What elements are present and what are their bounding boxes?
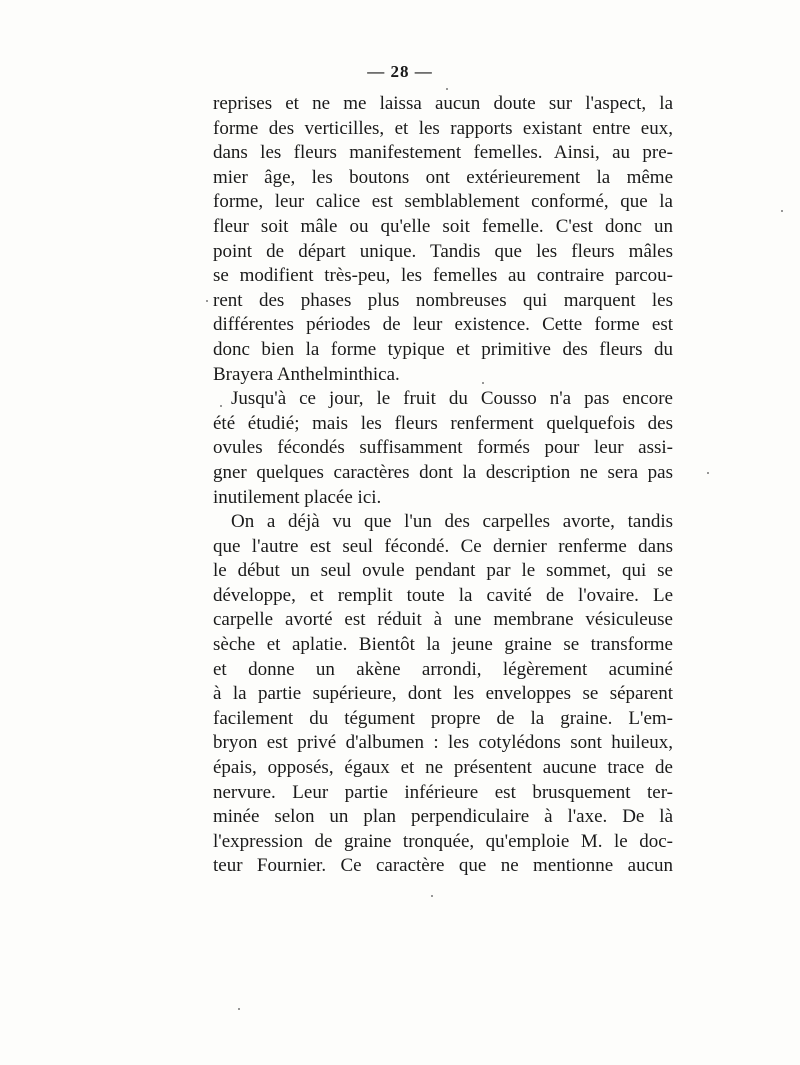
text-line: l'expression de graine tronquée, qu'emploie M. le doc-: [213, 830, 673, 852]
text-line: forme des verticilles, et les rapports existant entre eux,: [213, 117, 673, 139]
text-line: développe, et remplit toute la cavité de l'ovaire. Le: [213, 584, 673, 606]
text-line: mier âge, les boutons ont extérieurement la même: [213, 166, 673, 188]
text-line: teur Fournier. Ce caractère que ne mentionne aucun: [213, 855, 673, 877]
text-line: se modifient très-peu, les femelles au contraire parcou-: [213, 265, 673, 287]
paper-speck: [781, 210, 783, 212]
paper-speck: [238, 1008, 240, 1010]
paper-speck: [482, 382, 484, 384]
text-line: fleur soit mâle ou qu'elle soit femelle. C'est donc un: [213, 215, 673, 237]
text-line: à la partie supérieure, dont les enveloppes se séparent: [213, 683, 673, 705]
text-line: carpelle avorté est réduit à une membrane vésiculeuse: [213, 609, 673, 631]
text-line: On a déjà vu que l'un des carpelles avorte, tandis: [231, 511, 673, 533]
text-line: minée selon un plan perpendiculaire à l'axe. De là: [213, 806, 673, 828]
text-line: facilement du tégument propre de la graine. L'em-: [213, 707, 673, 729]
text-line: donc bien la forme typique et primitive des fleurs du: [213, 338, 673, 360]
paper-speck: [707, 472, 709, 474]
text-line: bryon est privé d'albumen : les cotylédons sont huileux,: [213, 732, 673, 754]
text-line: épais, opposés, égaux et ne présentent aucune trace de: [213, 757, 673, 779]
paper-speck: [431, 895, 433, 897]
paper-speck: [220, 405, 222, 407]
paper-speck: [446, 88, 448, 90]
text-line: été étudié; mais les fleurs renferment quelquefois des: [213, 412, 673, 434]
text-line: différentes périodes de leur existence. Cette forme est: [213, 314, 673, 336]
body-text: [213, 92, 673, 879]
paper-speck: [206, 300, 208, 302]
text-line: sèche et aplatie. Bientôt la jeune graine se transforme: [213, 634, 673, 656]
text-line: rent des phases plus nombreuses qui marquent les: [213, 289, 673, 311]
text-line: gner quelques caractères dont la description ne sera pas: [213, 461, 673, 483]
text-line: que l'autre est seul fécondé. Ce dernier renferme dans: [213, 535, 673, 557]
text-line: Brayera Anthelminthica.: [213, 363, 400, 385]
text-line: nervure. Leur partie inférieure est brusquement ter-: [213, 781, 673, 803]
text-line: inutilement placée ici.: [213, 486, 382, 508]
text-line: reprises et ne me laissa aucun doute sur l'aspect, la: [213, 93, 673, 114]
text-line: le début un seul ovule pendant par le sommet, qui se: [213, 560, 673, 582]
page-number: — 28 —: [367, 62, 433, 81]
text-line: ovules fécondés suffisamment formés pour leur assi-: [213, 437, 673, 459]
text-line: dans les fleurs manifestement femelles. Ainsi, au pre-: [213, 142, 673, 164]
text-line: point de départ unique. Tandis que les fleurs mâles: [213, 240, 673, 262]
text-line: et donne un akène arrondi, légèrement acuminé: [213, 658, 673, 680]
text-line: Jusqu'à ce jour, le fruit du Cousso n'a pas encore: [231, 388, 673, 410]
text-line: forme, leur calice est semblablement conformé, que la: [213, 191, 673, 213]
